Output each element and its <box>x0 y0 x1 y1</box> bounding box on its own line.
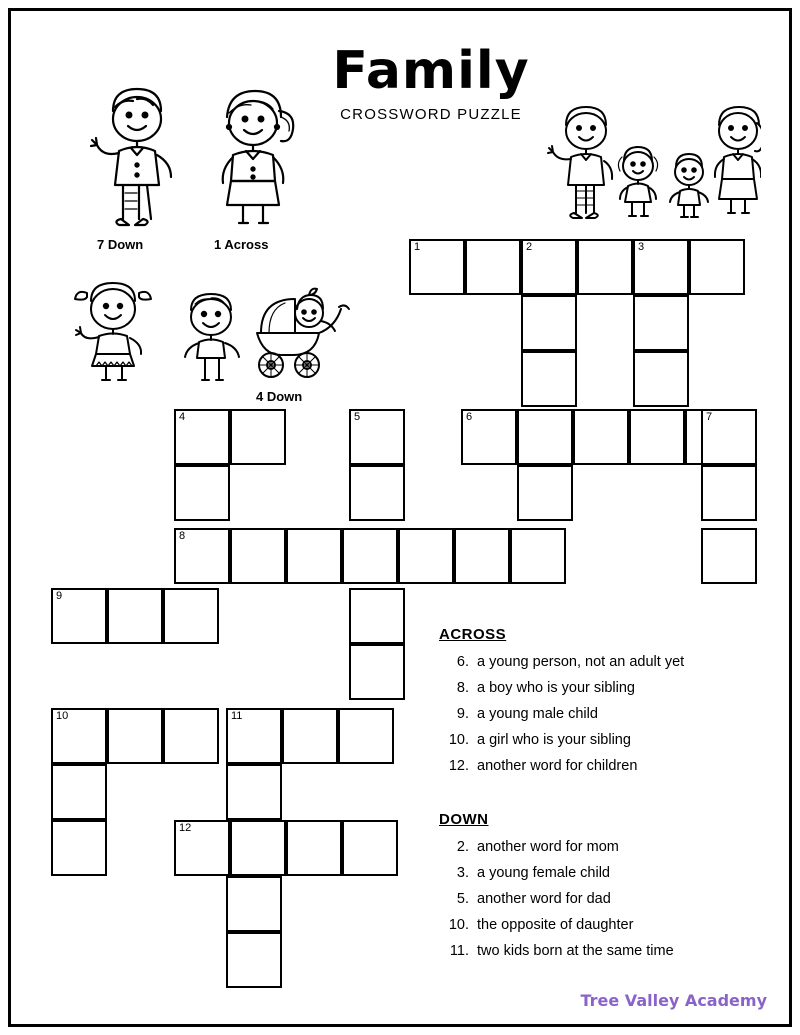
clues-across-list <box>439 649 769 779</box>
crossword-cell[interactable] <box>342 820 398 876</box>
crossword-cell-number: 5 <box>354 411 361 423</box>
crossword-cell[interactable] <box>163 708 219 764</box>
caption-1-across: 1 Across <box>214 237 269 252</box>
crossword-cell[interactable] <box>51 820 107 876</box>
crossword-cell[interactable] <box>51 708 107 764</box>
crossword-cell[interactable] <box>573 409 629 465</box>
crossword-cell[interactable] <box>51 588 107 644</box>
crossword-cell[interactable] <box>633 351 689 407</box>
clues-across-heading: ACROSS <box>439 626 507 643</box>
crossword-cell[interactable] <box>107 708 163 764</box>
crossword-cell[interactable] <box>465 239 521 295</box>
clues-down-list <box>439 834 769 964</box>
clue-text: another word for children <box>477 758 638 774</box>
crossword-cell[interactable] <box>517 465 573 521</box>
page-title: Family <box>332 41 530 101</box>
crossword-cell-number: 6 <box>466 411 473 423</box>
crossword-cell[interactable] <box>226 764 282 820</box>
clue-item <box>439 675 769 701</box>
crossword-cell[interactable] <box>398 528 454 584</box>
crossword-cell[interactable] <box>174 528 230 584</box>
clues-down-heading: DOWN <box>439 811 489 828</box>
crossword-cell-number: 8 <box>179 530 186 542</box>
crossword-cell-number: 3 <box>638 241 645 253</box>
page-subtitle: CROSSWORD PUZZLE <box>340 106 522 123</box>
crossword-cell[interactable] <box>282 708 338 764</box>
crossword-cell[interactable] <box>286 528 342 584</box>
crossword-cell-number: 4 <box>179 411 186 423</box>
clue-number: 12. <box>448 758 469 774</box>
clue-item <box>439 938 769 964</box>
crossword-cell[interactable] <box>701 528 757 584</box>
crossword-cell-number: 12 <box>179 822 192 834</box>
crossword-cell[interactable] <box>226 876 282 932</box>
clue-text: the opposite of daughter <box>477 917 634 933</box>
crossword-cell[interactable] <box>349 465 405 521</box>
crossword-cell[interactable] <box>517 409 573 465</box>
crossword-cell[interactable] <box>51 764 107 820</box>
clue-item <box>439 701 769 727</box>
crossword-cell[interactable] <box>107 588 163 644</box>
crossword-cell-number: 9 <box>56 590 63 602</box>
crossword-cell[interactable] <box>174 465 230 521</box>
crossword-cell[interactable] <box>454 528 510 584</box>
clue-text: another word for mom <box>477 839 619 855</box>
clue-number: 2. <box>456 839 469 855</box>
crossword-cell[interactable] <box>286 820 342 876</box>
crossword-cell[interactable] <box>338 708 394 764</box>
clues-across <box>439 626 769 779</box>
clue-number: 3. <box>456 865 469 881</box>
clue-number: 6. <box>456 654 469 670</box>
clue-item <box>439 727 769 753</box>
worksheet-page <box>8 8 792 1027</box>
crossword-cell[interactable] <box>521 295 577 351</box>
crossword-cell[interactable] <box>349 644 405 700</box>
clue-item <box>439 860 769 886</box>
crossword-cell-number: 7 <box>706 411 713 423</box>
clue-number: 10. <box>448 732 469 748</box>
crossword-cell[interactable] <box>629 409 685 465</box>
crossword-cell[interactable] <box>689 239 745 295</box>
crossword-cell[interactable] <box>230 409 286 465</box>
clue-text: a young female child <box>477 865 610 881</box>
crossword-cell[interactable] <box>349 409 405 465</box>
clue-item <box>439 649 769 675</box>
clue-text: two kids born at the same time <box>477 943 674 959</box>
crossword-cell[interactable] <box>349 588 405 644</box>
clue-text: a young person, not an adult yet <box>477 654 685 670</box>
crossword-cell[interactable] <box>633 239 689 295</box>
clue-number: 11. <box>449 943 469 959</box>
crossword-cell-number: 1 <box>414 241 421 253</box>
crossword-cell[interactable] <box>226 708 282 764</box>
crossword-cell[interactable] <box>521 351 577 407</box>
site-credit: Tree Valley Academy <box>580 991 767 1010</box>
crossword-cell-number: 2 <box>526 241 533 253</box>
crossword-cell[interactable] <box>174 820 230 876</box>
clue-number: 5. <box>456 891 469 907</box>
crossword-cell[interactable] <box>461 409 517 465</box>
crossword-cell[interactable] <box>230 528 286 584</box>
clue-number: 8. <box>456 680 469 696</box>
clue-item <box>439 886 769 912</box>
crossword-cell[interactable] <box>163 588 219 644</box>
crossword-cell[interactable] <box>226 932 282 988</box>
clue-text: a girl who is your sibling <box>477 732 631 748</box>
clue-number: 10. <box>448 917 469 933</box>
clue-text: another word for dad <box>477 891 611 907</box>
crossword-cell[interactable] <box>230 820 286 876</box>
crossword-cell-number: 11 <box>231 710 243 722</box>
clue-item <box>439 912 769 938</box>
clue-text: a young male child <box>477 706 598 722</box>
crossword-cell[interactable] <box>409 239 465 295</box>
crossword-cell[interactable] <box>510 528 566 584</box>
crossword-cell[interactable] <box>521 239 577 295</box>
clue-number: 9. <box>456 706 469 722</box>
crossword-cell[interactable] <box>174 409 230 465</box>
clues-down <box>439 811 769 964</box>
clue-text: a boy who is your sibling <box>477 680 635 696</box>
crossword-cell[interactable] <box>342 528 398 584</box>
caption-7-down: 7 Down <box>97 237 144 252</box>
crossword-cell[interactable] <box>701 465 757 521</box>
crossword-cell-number: 10 <box>56 710 69 722</box>
clue-item <box>439 753 769 779</box>
crossword-cell[interactable] <box>577 239 633 295</box>
clue-item <box>439 834 769 860</box>
crossword-cell[interactable] <box>633 295 689 351</box>
crossword-cell[interactable] <box>701 409 757 465</box>
caption-4-down: 4 Down <box>256 389 303 404</box>
